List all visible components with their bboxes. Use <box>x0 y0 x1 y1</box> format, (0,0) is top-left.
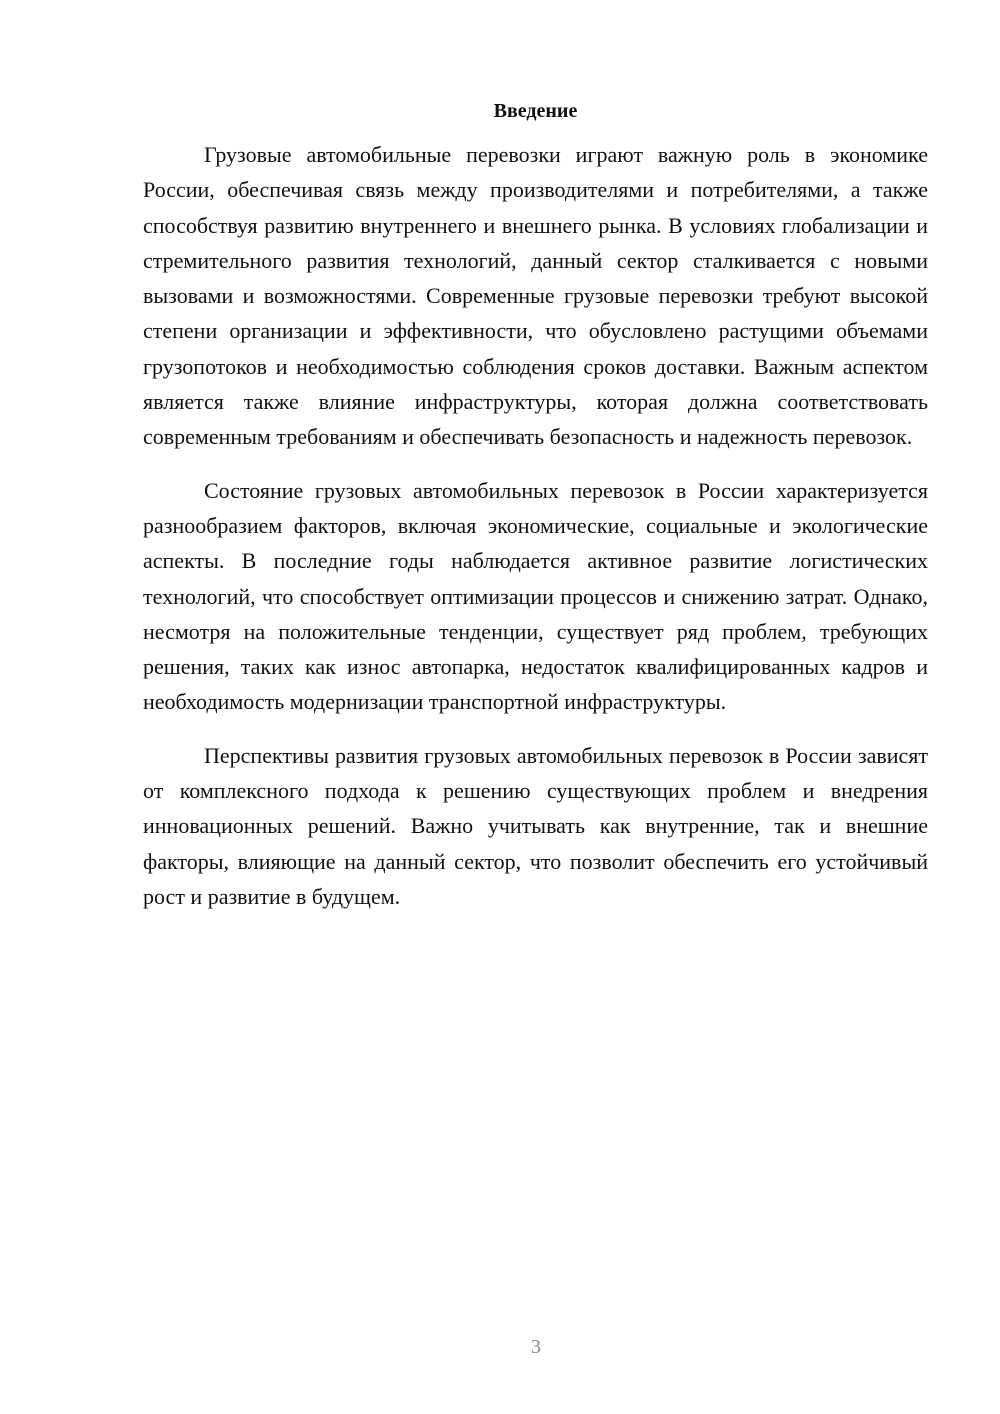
page-number: 3 <box>531 1336 541 1358</box>
paragraph-2: Состояние грузовых автомобильных перевозок в России характеризуется разнообразием факторов, включая экономические, социальные и экологические аспекты. В последние годы наблюдается активное развитие логистических технологий, что способствует оптимизации процессов и снижению затрат. Однако, несмотря на положительные тенденции, существует ряд проблем, требующих решения, таких как износ автопарка, недостаток квалифицированных кадров и необходимость модернизации транспортной инфраструктуры. <box>143 477 928 715</box>
page-content <box>143 97 928 932</box>
paragraph-1: Грузовые автомобильные перевозки играют важную роль в экономике России, обеспечивая связь между производителями и потребителями, а также способствуя развитию внутреннего и внешнего рынка. В условиях глобализации и стремительного развития технологий, данный сектор сталкивается с новыми вызовами и возможностями. Современные грузовые перевозки требуют высокой степени организации и эффективности, что обусловлено растущими объемами грузопотоков и необходимостью соблюдения сроков доставки. Важным аспектом является также влияние инфраструктуры, которая должна соответствовать современным требованиям и обеспечивать безопасность и надежность перевозок. <box>143 142 928 450</box>
page-title: Введение <box>493 100 578 122</box>
paragraph-3: Перспективы развития грузовых автомобильных перевозок в России зависят от комплексного подхода к решению существующих проблем и внедрения инновационных решений. Важно учитывать как внутренние, так и внешние факторы, влияющие на данный сектор, что позволит обеспечить его устойчивый рост и развитие в будущем. <box>143 742 928 909</box>
